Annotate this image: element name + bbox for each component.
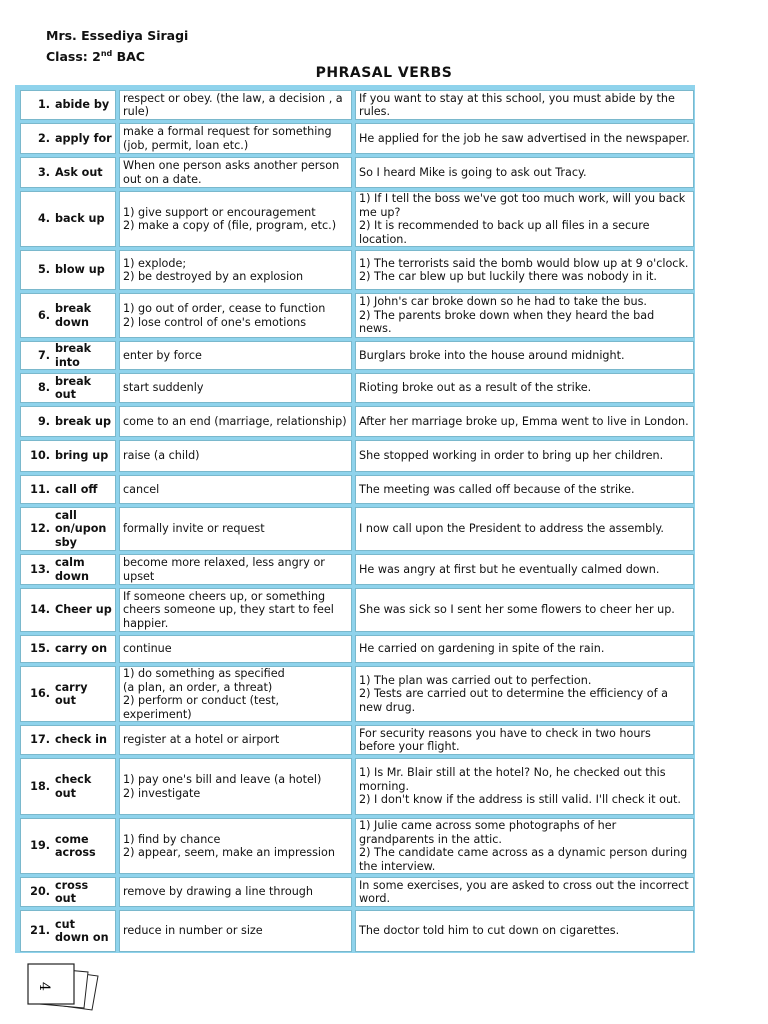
example-cell: 1) The plan was carried out to perfection. 2) Tests are carried out to determine the efficiency of a new drug. <box>355 666 694 722</box>
table-row <box>20 440 694 472</box>
verb-cell <box>20 123 116 154</box>
table-row <box>20 588 694 632</box>
table-row <box>20 877 694 907</box>
meaning-cell: If someone cheers up, or something cheers someone up, they start to feel happier. <box>119 588 352 632</box>
meaning-cell: remove by drawing a line through <box>119 877 352 907</box>
verb-number: 5. <box>24 263 50 277</box>
verb-text: carry on <box>50 642 112 656</box>
table-row <box>20 406 694 437</box>
meaning-cell: 1) do something as specified (a plan, an order, a threat) 2) perform or conduct (test, experiment) <box>119 666 352 722</box>
verb-cell <box>20 666 116 722</box>
verb-number: 18. <box>24 773 50 800</box>
verb-text: cross out <box>50 879 112 906</box>
verb-text: Ask out <box>50 166 112 180</box>
teacher-name: Mrs. Essediya Siragi <box>46 28 189 43</box>
table-row <box>20 910 694 952</box>
table-row <box>20 475 694 504</box>
verb-number: 21. <box>24 918 50 945</box>
table-row <box>20 123 694 154</box>
verb-text: blow up <box>50 263 112 277</box>
verb-cell <box>20 725 116 755</box>
class-label: Class: 2nd BAC <box>46 49 145 65</box>
example-cell: Rioting broke out as a result of the strike. <box>355 373 694 403</box>
meaning-cell: 1) find by chance 2) appear, seem, make an impression <box>119 818 352 874</box>
verb-text: break up <box>50 415 112 429</box>
meaning-cell: reduce in number or size <box>119 910 352 952</box>
example-cell: 1) Is Mr. Blair still at the hotel? No, he checked out this morning. 2) I don't know if the address is still valid. I'll check it out. <box>355 758 694 815</box>
meaning-cell: 1) explode; 2) be destroyed by an explosion <box>119 250 352 290</box>
verb-text: break down <box>50 302 112 329</box>
meaning-cell: enter by force <box>119 341 352 370</box>
verb-text: cut down on <box>50 918 112 945</box>
verb-text: bring up <box>50 449 112 463</box>
meaning-cell: come to an end (marriage, relationship) <box>119 406 352 437</box>
verb-cell <box>20 90 116 120</box>
verb-number: 12. <box>24 509 50 550</box>
verb-cell <box>20 877 116 907</box>
meaning-cell: raise (a child) <box>119 440 352 472</box>
verb-cell <box>20 507 116 551</box>
example-cell: Burglars broke into the house around midnight. <box>355 341 694 370</box>
example-cell: 1) If I tell the boss we've got too much work, will you back me up? 2) It is recommended to back up all files in a secure location. <box>355 191 694 247</box>
verb-cell <box>20 341 116 370</box>
example-cell: After her marriage broke up, Emma went to live in London. <box>355 406 694 437</box>
verb-text: abide by <box>50 98 112 112</box>
table-row <box>20 90 694 120</box>
verb-cell <box>20 818 116 874</box>
table-row <box>20 507 694 551</box>
verb-cell <box>20 588 116 632</box>
verb-cell <box>20 910 116 952</box>
verb-text: check out <box>50 773 112 800</box>
document-header <box>46 27 188 66</box>
verb-number: 17. <box>24 733 50 747</box>
table-row <box>20 341 694 370</box>
verb-number: 4. <box>24 212 50 226</box>
verb-cell <box>20 191 116 247</box>
table-row <box>20 157 694 188</box>
verb-number: 3. <box>24 166 50 180</box>
verb-number: 16. <box>24 681 50 708</box>
table-row <box>20 666 694 722</box>
verb-text: apply for <box>50 132 112 146</box>
verb-cell <box>20 440 116 472</box>
example-cell: In some exercises, you are asked to cross out the incorrect word. <box>355 877 694 907</box>
example-cell: I now call upon the President to address the assembly. <box>355 507 694 551</box>
verb-cell <box>20 758 116 815</box>
example-cell: If you want to stay at this school, you must abide by the rules. <box>355 90 694 120</box>
example-cell: 1) The terrorists said the bomb would blow up at 9 o'clock. 2) The car blew up but luckily there was nobody in it. <box>355 250 694 290</box>
example-cell: She stopped working in order to bring up her children. <box>355 440 694 472</box>
verb-text: call on/upon sby <box>50 509 112 550</box>
meaning-cell: 1) pay one's bill and leave (a hotel) 2) investigate <box>119 758 352 815</box>
table-row <box>20 818 694 874</box>
example-cell: For security reasons you have to check in two hours before your flight. <box>355 725 694 755</box>
verb-number: 19. <box>24 833 50 860</box>
verb-number: 13. <box>24 556 50 583</box>
meaning-cell: register at a hotel or airport <box>119 725 352 755</box>
verb-number: 2. <box>24 132 50 146</box>
verb-number: 10. <box>24 449 50 463</box>
meaning-cell: formally invite or request <box>119 507 352 551</box>
table-row <box>20 191 694 247</box>
verb-text: back up <box>50 212 112 226</box>
example-cell: 1) John's car broke down so he had to take the bus. 2) The parents broke down when they heard the bad news. <box>355 293 694 338</box>
meaning-cell: 1) give support or encouragement 2) make a copy of (file, program, etc.) <box>119 191 352 247</box>
example-cell: He applied for the job he saw advertised in the newspaper. <box>355 123 694 154</box>
verb-text: carry out <box>50 681 112 708</box>
phrasal-verbs-table <box>15 85 695 953</box>
verb-cell <box>20 554 116 585</box>
table-row <box>20 635 694 663</box>
verb-text: break out <box>50 375 112 402</box>
table-row <box>20 250 694 290</box>
verb-text: break into <box>50 342 112 369</box>
verb-number: 15. <box>24 642 50 656</box>
verb-text: Cheer up <box>50 603 112 617</box>
meaning-cell: 1) go out of order, cease to function 2) lose control of one's emotions <box>119 293 352 338</box>
verb-cell <box>20 157 116 188</box>
verb-number: 7. <box>24 342 50 369</box>
verb-number: 20. <box>24 879 50 906</box>
example-cell: He was angry at first but he eventually calmed down. <box>355 554 694 585</box>
meaning-cell: respect or obey. (the law, a decision , a rule) <box>119 90 352 120</box>
table-row <box>20 758 694 815</box>
verb-cell <box>20 373 116 403</box>
page-number: 4 <box>36 982 52 991</box>
verb-number: 9. <box>24 415 50 429</box>
verb-number: 8. <box>24 375 50 402</box>
meaning-cell: become more relaxed, less angry or upset <box>119 554 352 585</box>
verb-text: come across <box>50 833 112 860</box>
verb-text: check in <box>50 733 112 747</box>
verb-cell <box>20 293 116 338</box>
verb-number: 11. <box>24 483 50 497</box>
verb-cell <box>20 475 116 504</box>
table-row <box>20 373 694 403</box>
table-row <box>20 554 694 585</box>
meaning-cell: make a formal request for something (job, permit, loan etc.) <box>119 123 352 154</box>
example-cell: 1) Julie came across some photographs of her grandparents in the attic. 2) The candidate came across as a dynamic person during the interview. <box>355 818 694 874</box>
verb-number: 1. <box>24 98 50 112</box>
verb-cell <box>20 406 116 437</box>
meaning-cell: continue <box>119 635 352 663</box>
table-row <box>20 293 694 338</box>
meaning-cell: cancel <box>119 475 352 504</box>
page-number-cards <box>26 962 106 1014</box>
verb-cell <box>20 635 116 663</box>
meaning-cell: When one person asks another person out on a date. <box>119 157 352 188</box>
table-row <box>20 725 694 755</box>
verb-number: 14. <box>24 603 50 617</box>
example-cell: She was sick so I sent her some flowers to cheer her up. <box>355 588 694 632</box>
verb-cell <box>20 250 116 290</box>
example-cell: The meeting was called off because of the strike. <box>355 475 694 504</box>
example-cell: The doctor told him to cut down on cigarettes. <box>355 910 694 952</box>
page-title: PHRASAL VERBS <box>315 65 453 81</box>
example-cell: He carried on gardening in spite of the rain. <box>355 635 694 663</box>
meaning-cell: start suddenly <box>119 373 352 403</box>
example-cell: So I heard Mike is going to ask out Tracy. <box>355 157 694 188</box>
verb-text: calm down <box>50 556 112 583</box>
verb-number: 6. <box>24 302 50 329</box>
verb-text: call off <box>50 483 112 497</box>
